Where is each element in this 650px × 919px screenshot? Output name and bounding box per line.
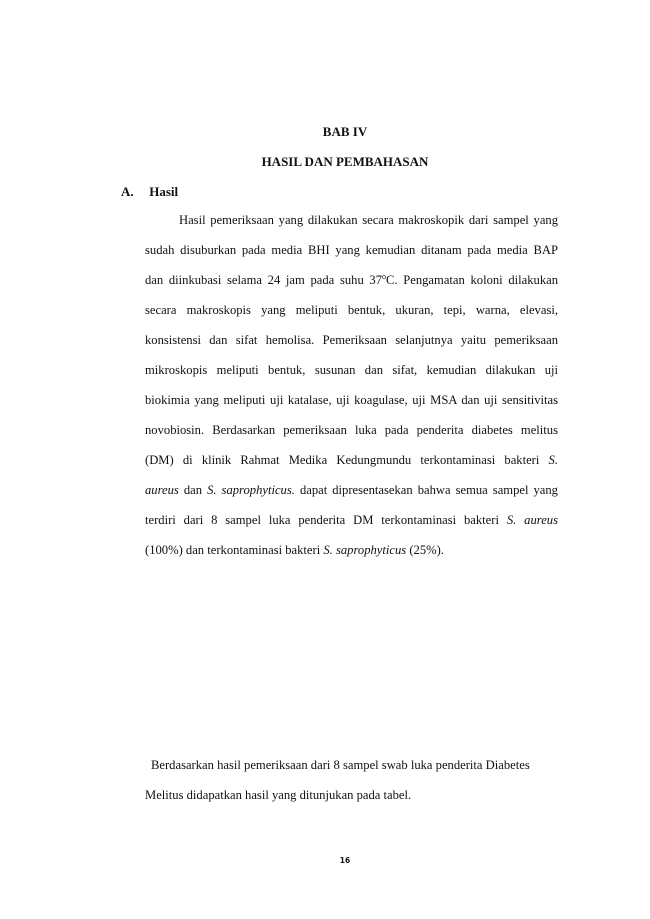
section-heading xyxy=(121,184,178,200)
paragraph-line: dan diinkubasi selama 24 jam pada suhu 37$^o$C. Pengamatan koloni dilakukan xyxy=(145,271,558,287)
paragraph-line: mikroskopis meliputi bentuk, susunan dan sifat, kemudian dilakukan uji xyxy=(145,363,558,377)
paragraph-line: biokimia yang meliputi uji katalase, uji koagulase, uji MSA dan uji sensitivitas xyxy=(145,393,558,407)
page-number: 16 xyxy=(339,856,351,865)
paragraph-line: konsistensi dan sifat hemolisa. Pemeriksaan selanjutnya yaitu pemeriksaan xyxy=(145,333,558,347)
species-name: S. aureus xyxy=(506,513,558,527)
species-name: aureus xyxy=(145,483,179,497)
species-name: S. saprophyticus xyxy=(323,543,407,557)
paragraph-line: terdiri dari 8 sampel luka penderita DM terkontaminasi bakteri S. aureus xyxy=(145,513,558,527)
paragraph-line: (100%) dan terkontaminasi bakteri S. saprophyticus (25%). xyxy=(145,543,444,557)
paragraph-line: sudah disuburkan pada media BHI yang kemudian ditanam pada media BAP xyxy=(145,243,558,257)
results-paragraph xyxy=(145,205,558,565)
chapter-title: HASIL DAN PEMBAHASAN xyxy=(261,154,429,169)
paragraph-line: novobiosin. Berdasarkan pemeriksaan luka pada penderita diabetes melitus xyxy=(145,423,558,437)
paragraph-line: aureus dan S. saprophyticus. dapat dipresentasekan bahwa semua sampel yang xyxy=(145,483,558,497)
species-name: S. saprophyticus. xyxy=(207,483,295,497)
paragraph-line: Berdasarkan hasil pemeriksaan dari 8 sampel swab luka penderita Diabetes xyxy=(151,758,530,772)
species-name: S. xyxy=(548,453,558,467)
table-intro-paragraph xyxy=(145,750,565,810)
paragraph-line: Melitus didapatkan hasil yang ditunjukan pada tabel. xyxy=(145,788,412,802)
paragraph-line: secara makroskopis yang meliputi bentuk, ukuran, tepi, warna, elevasi, xyxy=(145,303,558,317)
section-number: A. xyxy=(121,184,134,199)
section-title: Hasil xyxy=(149,184,179,199)
paragraph-line: Hasil pemeriksaan yang dilakukan secara makroskopik dari sampel yang xyxy=(179,213,558,227)
chapter-number: BAB IV xyxy=(322,124,368,139)
degree-superscript: o xyxy=(382,271,387,281)
paragraph-line: (DM) di klinik Rahmat Medika Kedungmundu terkontaminasi bakteri S. xyxy=(145,453,558,467)
